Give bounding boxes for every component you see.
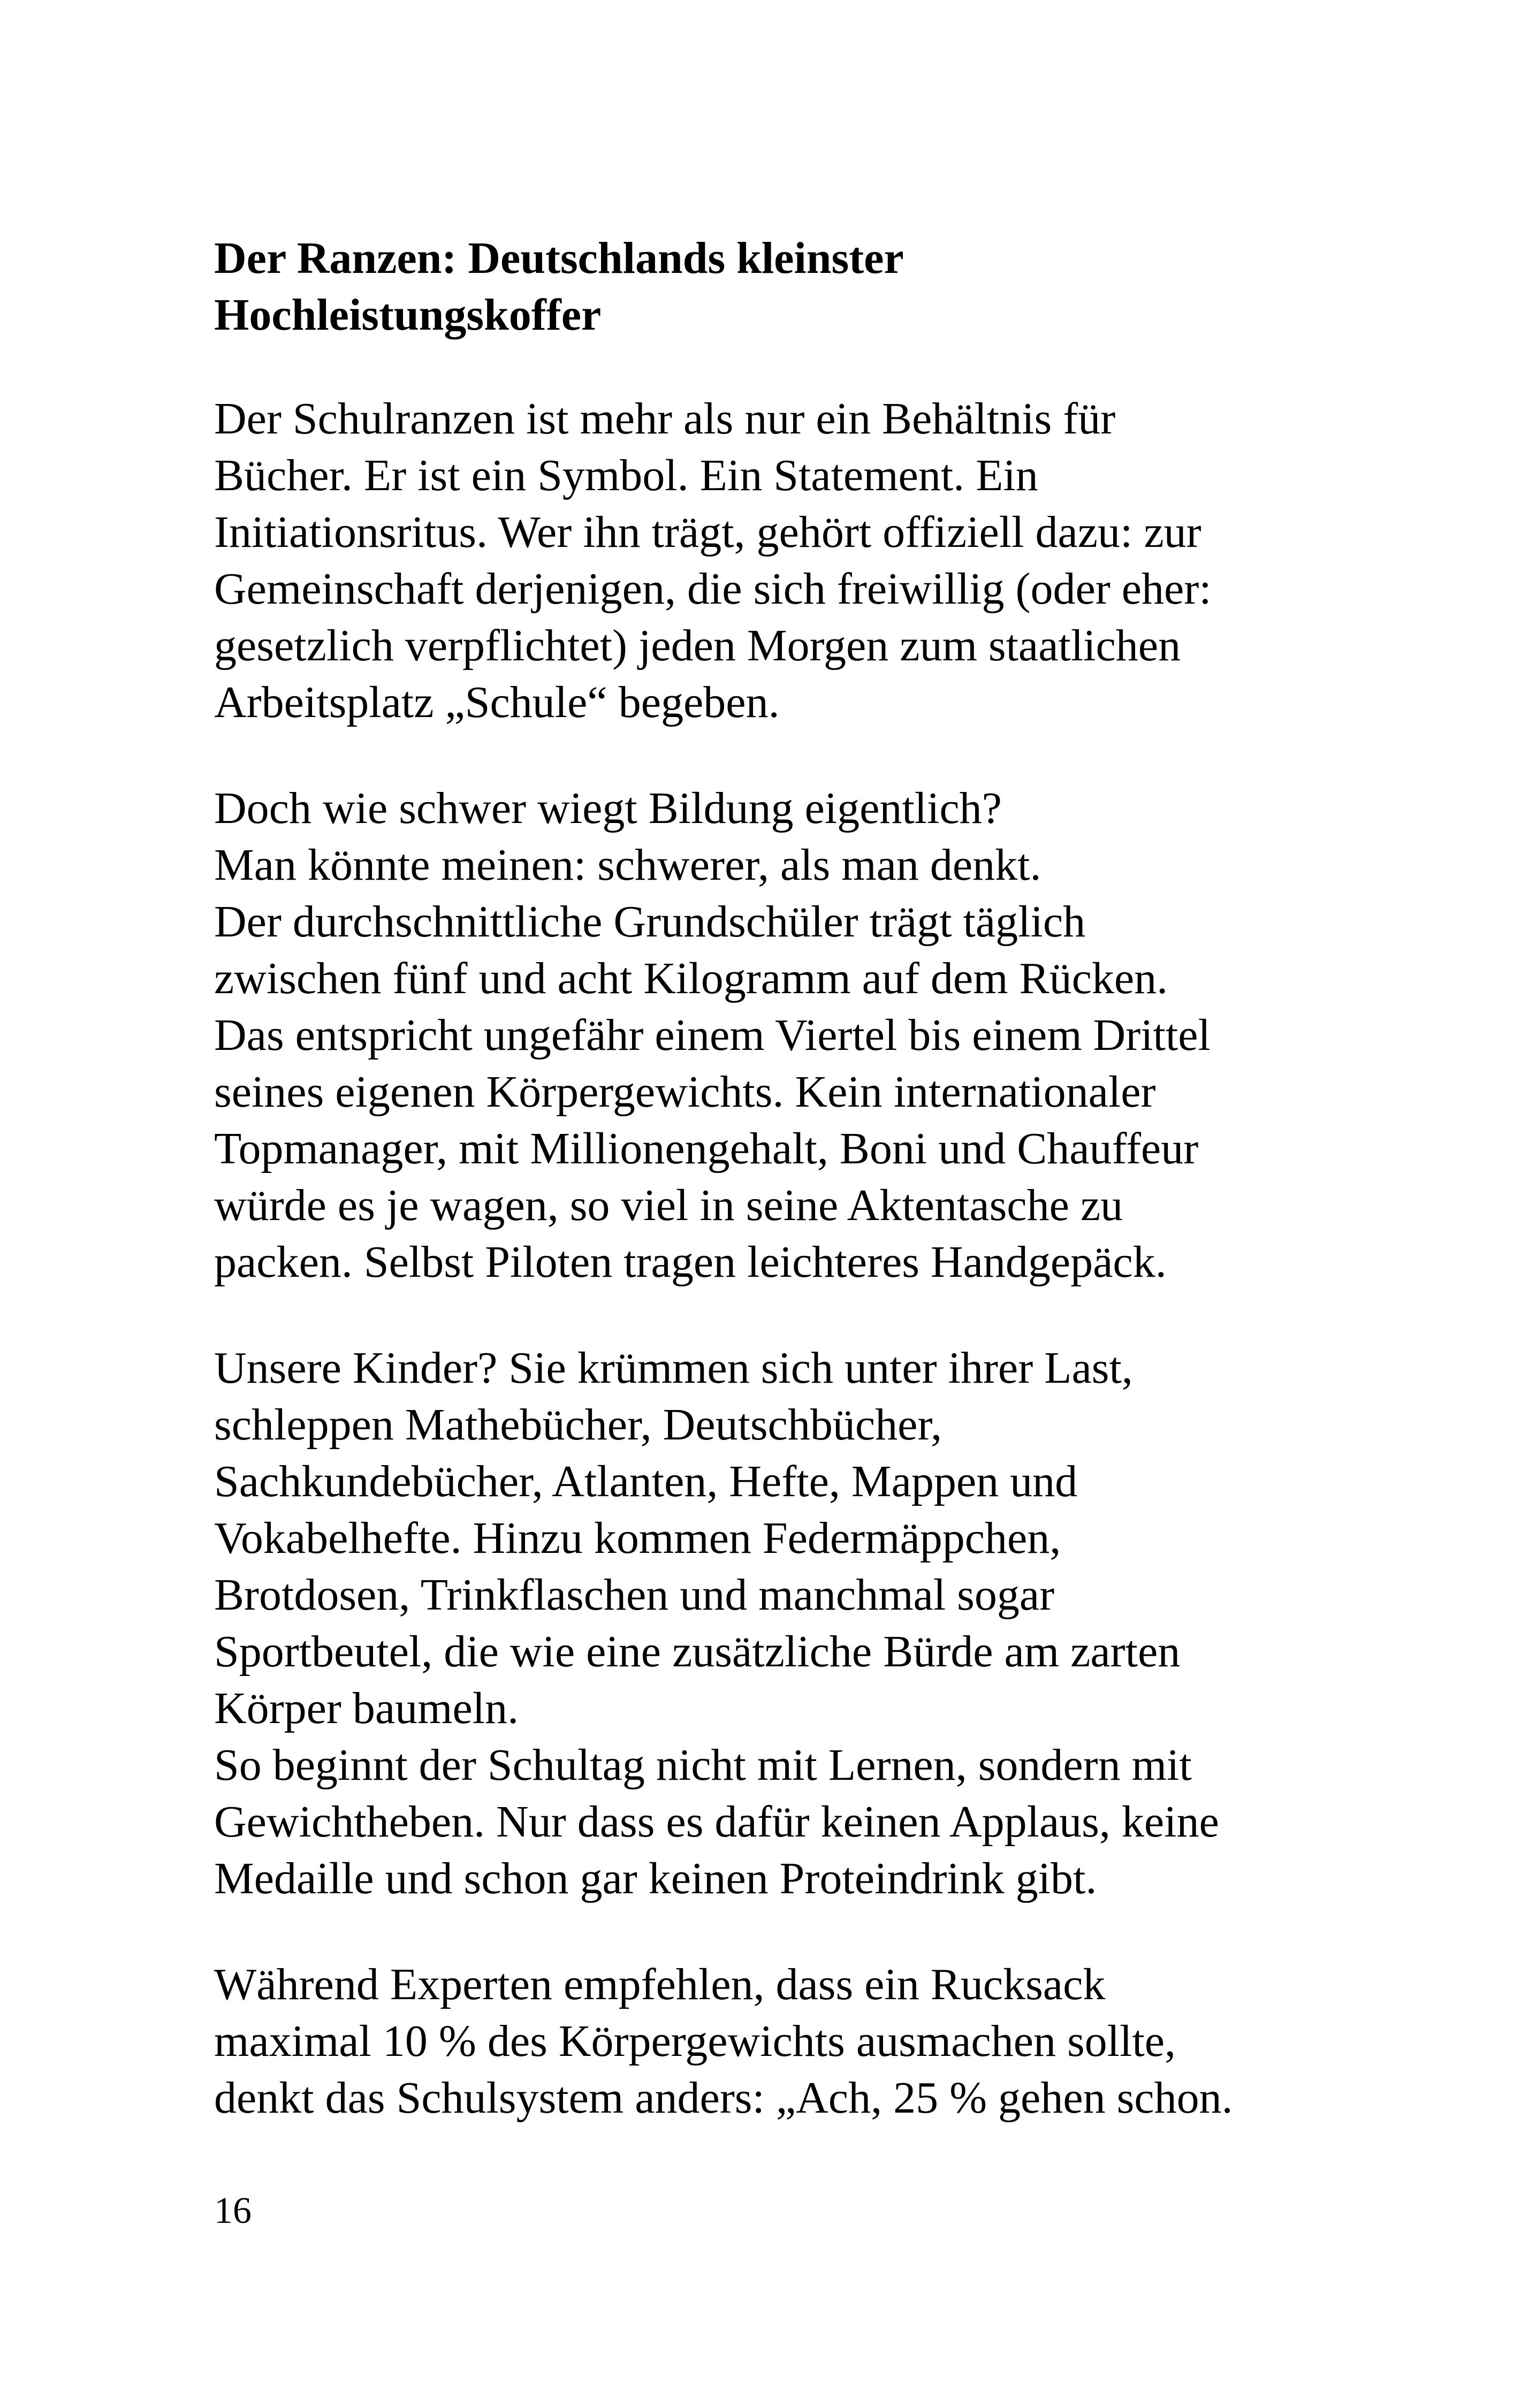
- text-line: gesetzlich verpflichtet) jeden Morgen zum staatlichen: [214, 621, 1181, 670]
- text-line: Sportbeutel, die wie eine zusätzliche Bürde am zarten: [214, 1627, 1181, 1677]
- text-line: packen. Selbst Piloten tragen leichteres Handgepäck.: [214, 1237, 1167, 1287]
- text-line: Körper baumeln.: [214, 1683, 519, 1733]
- text-line: Topmanager, mit Millionengehalt, Boni und Chauffeur: [214, 1124, 1199, 1173]
- text-line: Brotdosen, Trinkflaschen und manchmal sogar: [214, 1570, 1055, 1620]
- spacer: [214, 1291, 1445, 1340]
- text-line: Gemeinschaft derjenigen, die sich freiwillig (oder eher:: [214, 564, 1212, 614]
- paragraph-3: [214, 1340, 1445, 1907]
- text-line: würde es je wagen, so viel in seine Aktentasche zu: [214, 1180, 1123, 1230]
- text-line: maximal 10 % des Körpergewichts ausmachen sollte,: [214, 2016, 1176, 2066]
- paragraph-2: [214, 780, 1445, 1291]
- page-number: 16: [214, 2190, 252, 2231]
- text-line: Initiationsritus. Wer ihn trägt, gehört offiziell dazu: zur: [214, 507, 1201, 557]
- chapter-title: [214, 230, 1445, 344]
- text-line: zwischen fünf und acht Kilogramm auf dem Rücken.: [214, 954, 1168, 1003]
- text-line: denkt das Schulsystem anders: „Ach, 25 % gehen schon.: [214, 2073, 1233, 2123]
- text-line: Gewichtheben. Nur dass es dafür keinen Applaus, keine: [214, 1797, 1219, 1847]
- text-line: Das entspricht ungefähr einem Viertel bis einem Drittel: [214, 1010, 1211, 1060]
- text-line: seines eigenen Körpergewichts. Kein internationaler: [214, 1067, 1156, 1117]
- spacer: [214, 344, 1445, 391]
- spacer: [214, 1907, 1445, 1956]
- text-line: Der Schulranzen ist mehr als nur ein Behältnis für: [214, 394, 1116, 444]
- paragraph-4: [214, 1956, 1445, 2127]
- page-content: [214, 230, 1445, 2127]
- text-line: schleppen Mathebücher, Deutschbücher,: [214, 1400, 942, 1450]
- text-line: Bücher. Er ist ein Symbol. Ein Statement. Ein: [214, 451, 1038, 500]
- chapter-title-line: Der Ranzen: Deutschlands kleinster: [214, 233, 904, 283]
- paragraph-1: [214, 391, 1445, 731]
- text-line: Vokabelhefte. Hinzu kommen Federmäppchen,: [214, 1513, 1061, 1563]
- text-line: Während Experten empfehlen, dass ein Rucksack: [214, 1960, 1106, 2009]
- text-line: Medaille und schon gar keinen Proteindrink gibt.: [214, 1854, 1097, 1903]
- spacer: [214, 731, 1445, 780]
- text-line: Doch wie schwer wiegt Bildung eigentlich?: [214, 783, 1002, 833]
- chapter-title-line: Hochleistungskoffer: [214, 290, 602, 340]
- text-line: Man könnte meinen: schwerer, als man denkt.: [214, 840, 1041, 890]
- text-line: Der durchschnittliche Grundschüler trägt täglich: [214, 897, 1086, 947]
- text-line: So beginnt der Schultag nicht mit Lernen, sondern mit: [214, 1740, 1192, 1790]
- text-line: Sachkundebücher, Atlanten, Hefte, Mappen und: [214, 1457, 1078, 1506]
- text-line: Unsere Kinder? Sie krümmen sich unter ihrer Last,: [214, 1343, 1133, 1393]
- text-line: Arbeitsplatz „Schule“ begeben.: [214, 677, 780, 727]
